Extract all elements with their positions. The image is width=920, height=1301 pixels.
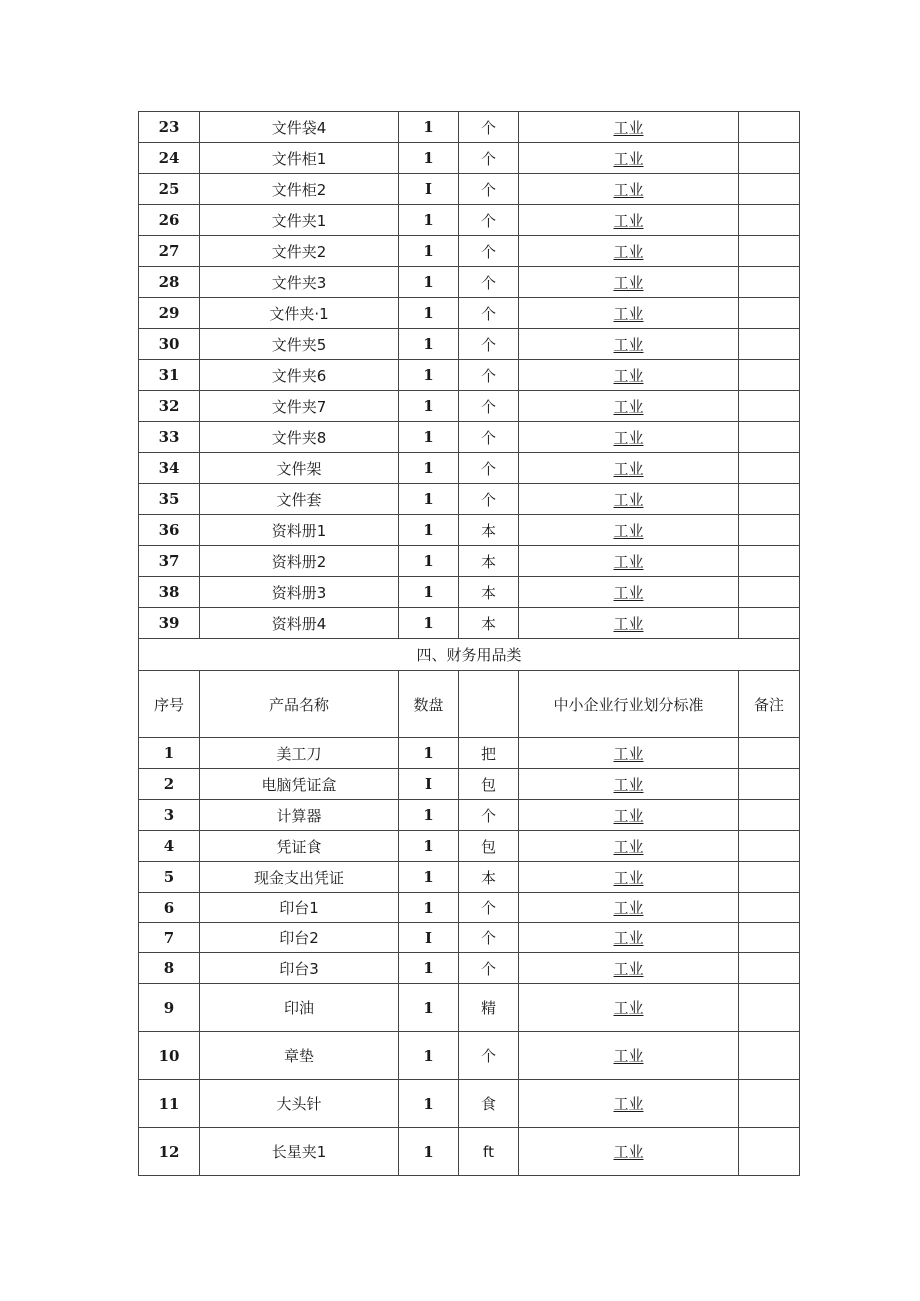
quantity: 1 <box>399 112 459 143</box>
quantity: I <box>399 923 459 953</box>
remark <box>739 984 800 1032</box>
remark <box>739 1080 800 1128</box>
product-name: 文件夹7 <box>200 391 399 422</box>
row-number: 28 <box>139 267 200 298</box>
row-number: 9 <box>139 984 200 1032</box>
row-number: 26 <box>139 205 200 236</box>
quantity: 1 <box>399 1032 459 1080</box>
product-name: 大头针 <box>200 1080 399 1128</box>
quantity: I <box>399 769 459 800</box>
row-number: 38 <box>139 577 200 608</box>
product-name: 文件夹1 <box>200 205 399 236</box>
industry-standard-text: 工业 <box>613 397 644 416</box>
unit: 本 <box>459 577 519 608</box>
industry-standard-text: 工业 <box>613 118 644 137</box>
industry-standard-text: 工业 <box>613 929 644 947</box>
industry-standard <box>519 422 739 453</box>
product-name: 资料册3 <box>200 577 399 608</box>
row-number: 37 <box>139 546 200 577</box>
industry-standard-text: 工业 <box>613 180 644 199</box>
header-number: 序号 <box>139 671 200 738</box>
industry-standard <box>519 236 739 267</box>
unit: 个 <box>459 453 519 484</box>
quantity: 1 <box>399 329 459 360</box>
quantity: 1 <box>399 831 459 862</box>
remark <box>739 953 800 984</box>
industry-standard <box>519 577 739 608</box>
unit: 个 <box>459 143 519 174</box>
quantity: 1 <box>399 984 459 1032</box>
industry-standard <box>519 862 739 893</box>
quantity: 1 <box>399 298 459 329</box>
table-row <box>139 484 800 515</box>
industry-standard-text: 工业 <box>613 899 644 917</box>
remark <box>739 453 800 484</box>
product-name: 文件夹5 <box>200 329 399 360</box>
remark <box>739 577 800 608</box>
table-row <box>139 515 800 546</box>
row-number: 6 <box>139 893 200 923</box>
table-row <box>139 329 800 360</box>
industry-standard-text: 工业 <box>613 428 644 447</box>
industry-standard-text: 工业 <box>613 614 644 633</box>
unit: 个 <box>459 800 519 831</box>
table-row <box>139 1128 800 1176</box>
table-row <box>139 267 800 298</box>
row-number: 29 <box>139 298 200 329</box>
remark <box>739 174 800 205</box>
industry-standard-text: 工业 <box>613 1047 644 1065</box>
remark <box>739 143 800 174</box>
remark <box>739 546 800 577</box>
table-row <box>139 546 800 577</box>
product-name: 文件夹8 <box>200 422 399 453</box>
quantity: 1 <box>399 577 459 608</box>
unit: 个 <box>459 391 519 422</box>
remark <box>739 608 800 639</box>
unit: 包 <box>459 831 519 862</box>
industry-standard <box>519 953 739 984</box>
industry-standard <box>519 608 739 639</box>
row-number: 3 <box>139 800 200 831</box>
header-industry-standard: 中小企业行业划分标准 <box>519 671 739 738</box>
product-name: 电脑凭证盒 <box>200 769 399 800</box>
remark <box>739 422 800 453</box>
industry-standard-text: 工业 <box>613 366 644 385</box>
unit: 个 <box>459 329 519 360</box>
table-row <box>139 453 800 484</box>
industry-standard-text: 工业 <box>613 242 644 261</box>
industry-standard <box>519 453 739 484</box>
product-name: 印台3 <box>200 953 399 984</box>
industry-standard <box>519 1032 739 1080</box>
row-number: 30 <box>139 329 200 360</box>
industry-standard-text: 工业 <box>613 335 644 354</box>
table-row <box>139 923 800 953</box>
row-number: 4 <box>139 831 200 862</box>
unit: 个 <box>459 923 519 953</box>
product-name: 美工刀 <box>200 738 399 769</box>
quantity: 1 <box>399 800 459 831</box>
quantity: I <box>399 174 459 205</box>
industry-standard <box>519 174 739 205</box>
table-row <box>139 112 800 143</box>
industry-standard-text: 工业 <box>613 149 644 168</box>
table-row <box>139 831 800 862</box>
quantity: 1 <box>399 738 459 769</box>
product-name: 文件套 <box>200 484 399 515</box>
remark <box>739 267 800 298</box>
industry-standard <box>519 391 739 422</box>
product-name: 资料册2 <box>200 546 399 577</box>
product-name: 文件夹·1 <box>200 298 399 329</box>
unit: ft <box>459 1128 519 1176</box>
table-row <box>139 769 800 800</box>
product-name: 印台1 <box>200 893 399 923</box>
quantity: 1 <box>399 862 459 893</box>
quantity: 1 <box>399 893 459 923</box>
table-row <box>139 953 800 984</box>
table-row <box>139 236 800 267</box>
product-name: 文件柜2 <box>200 174 399 205</box>
product-name: 现金支出凭证 <box>200 862 399 893</box>
header-product-name: 产品名称 <box>200 671 399 738</box>
quantity: 1 <box>399 267 459 298</box>
product-name: 资料册1 <box>200 515 399 546</box>
row-number: 10 <box>139 1032 200 1080</box>
table-row <box>139 1080 800 1128</box>
row-number: 31 <box>139 360 200 391</box>
row-number: 2 <box>139 769 200 800</box>
row-number: 23 <box>139 112 200 143</box>
industry-standard-text: 工业 <box>613 806 644 825</box>
unit: 精 <box>459 984 519 1032</box>
unit: 个 <box>459 236 519 267</box>
table-row <box>139 984 800 1032</box>
remark <box>739 205 800 236</box>
remark <box>739 831 800 862</box>
industry-standard <box>519 515 739 546</box>
header-row <box>139 671 800 738</box>
table-row <box>139 391 800 422</box>
section-title-row <box>139 639 800 671</box>
quantity: 1 <box>399 546 459 577</box>
table-row <box>139 360 800 391</box>
unit: 包 <box>459 769 519 800</box>
remark <box>739 923 800 953</box>
product-name: 文件夹3 <box>200 267 399 298</box>
unit: 本 <box>459 608 519 639</box>
table-row <box>139 298 800 329</box>
row-number: 7 <box>139 923 200 953</box>
unit: 把 <box>459 738 519 769</box>
product-table-body <box>139 112 800 1176</box>
table-row <box>139 1032 800 1080</box>
product-name: 章垫 <box>200 1032 399 1080</box>
industry-standard-text: 工业 <box>613 583 644 602</box>
section-title: 四、财务用品类 <box>139 639 800 671</box>
table-row <box>139 205 800 236</box>
quantity: 1 <box>399 608 459 639</box>
industry-standard-text: 工业 <box>613 521 644 540</box>
remark <box>739 484 800 515</box>
quantity: 1 <box>399 515 459 546</box>
header-remark: 备注 <box>739 671 800 738</box>
industry-standard <box>519 267 739 298</box>
remark <box>739 769 800 800</box>
quantity: 1 <box>399 1128 459 1176</box>
industry-standard-text: 工业 <box>613 459 644 478</box>
row-number: 27 <box>139 236 200 267</box>
remark <box>739 112 800 143</box>
industry-standard <box>519 1128 739 1176</box>
row-number: 32 <box>139 391 200 422</box>
industry-standard <box>519 831 739 862</box>
unit: 本 <box>459 546 519 577</box>
product-name: 文件夹6 <box>200 360 399 391</box>
row-number: 25 <box>139 174 200 205</box>
industry-standard-text: 工业 <box>613 1095 644 1113</box>
quantity: 1 <box>399 453 459 484</box>
industry-standard <box>519 329 739 360</box>
unit: 个 <box>459 298 519 329</box>
industry-standard-text: 工业 <box>613 490 644 509</box>
product-name: 资料册4 <box>200 608 399 639</box>
industry-standard <box>519 1080 739 1128</box>
product-name: 文件夹2 <box>200 236 399 267</box>
quantity: 1 <box>399 391 459 422</box>
unit: 个 <box>459 953 519 984</box>
remark <box>739 862 800 893</box>
unit: 个 <box>459 112 519 143</box>
industry-standard-text: 工业 <box>613 999 644 1017</box>
unit: 个 <box>459 422 519 453</box>
header-quantity: 数盘 <box>399 671 459 738</box>
quantity: 1 <box>399 360 459 391</box>
table-row <box>139 577 800 608</box>
remark <box>739 893 800 923</box>
industry-standard-text: 工业 <box>613 211 644 230</box>
industry-standard-text: 工业 <box>613 1143 644 1161</box>
quantity: 1 <box>399 953 459 984</box>
remark <box>739 1032 800 1080</box>
industry-standard-text: 工业 <box>613 304 644 323</box>
industry-standard <box>519 112 739 143</box>
unit: 个 <box>459 174 519 205</box>
quantity: 1 <box>399 236 459 267</box>
unit: 个 <box>459 267 519 298</box>
remark <box>739 391 800 422</box>
row-number: 34 <box>139 453 200 484</box>
table-row <box>139 608 800 639</box>
industry-standard <box>519 923 739 953</box>
industry-standard <box>519 205 739 236</box>
industry-standard <box>519 484 739 515</box>
product-name: 文件架 <box>200 453 399 484</box>
industry-standard <box>519 546 739 577</box>
industry-standard <box>519 298 739 329</box>
row-number: 5 <box>139 862 200 893</box>
unit: 个 <box>459 893 519 923</box>
industry-standard <box>519 738 739 769</box>
row-number: 33 <box>139 422 200 453</box>
industry-standard <box>519 984 739 1032</box>
product-name: 计算器 <box>200 800 399 831</box>
header-unit <box>459 671 519 738</box>
quantity: 1 <box>399 205 459 236</box>
product-name: 文件袋4 <box>200 112 399 143</box>
industry-standard <box>519 769 739 800</box>
quantity: 1 <box>399 143 459 174</box>
unit: 个 <box>459 484 519 515</box>
remark <box>739 800 800 831</box>
product-name: 印台2 <box>200 923 399 953</box>
unit: 个 <box>459 205 519 236</box>
product-table <box>138 111 800 1176</box>
row-number: 11 <box>139 1080 200 1128</box>
unit: 食 <box>459 1080 519 1128</box>
product-name: 文件柜1 <box>200 143 399 174</box>
remark <box>739 515 800 546</box>
unit: 个 <box>459 1032 519 1080</box>
industry-standard-text: 工业 <box>613 837 644 856</box>
remark <box>739 236 800 267</box>
industry-standard <box>519 800 739 831</box>
table-row <box>139 174 800 205</box>
table-row <box>139 143 800 174</box>
industry-standard <box>519 360 739 391</box>
unit: 个 <box>459 360 519 391</box>
industry-standard-text: 工业 <box>613 744 644 763</box>
remark <box>739 298 800 329</box>
quantity: 1 <box>399 1080 459 1128</box>
remark <box>739 738 800 769</box>
row-number: 39 <box>139 608 200 639</box>
quantity: 1 <box>399 484 459 515</box>
row-number: 1 <box>139 738 200 769</box>
remark <box>739 329 800 360</box>
table-row <box>139 800 800 831</box>
row-number: 35 <box>139 484 200 515</box>
industry-standard-text: 工业 <box>613 775 644 794</box>
table-row <box>139 893 800 923</box>
quantity: 1 <box>399 422 459 453</box>
industry-standard-text: 工业 <box>613 868 644 887</box>
table-row <box>139 422 800 453</box>
industry-standard <box>519 893 739 923</box>
unit: 本 <box>459 515 519 546</box>
row-number: 12 <box>139 1128 200 1176</box>
unit: 本 <box>459 862 519 893</box>
industry-standard-text: 工业 <box>613 552 644 571</box>
table-row <box>139 738 800 769</box>
product-name: 印油 <box>200 984 399 1032</box>
remark <box>739 1128 800 1176</box>
row-number: 8 <box>139 953 200 984</box>
remark <box>739 360 800 391</box>
industry-standard-text: 工业 <box>613 273 644 292</box>
product-name: 凭证食 <box>200 831 399 862</box>
product-name: 长星夹1 <box>200 1128 399 1176</box>
industry-standard-text: 工业 <box>613 959 644 978</box>
row-number: 36 <box>139 515 200 546</box>
row-number: 24 <box>139 143 200 174</box>
industry-standard <box>519 143 739 174</box>
table-row <box>139 862 800 893</box>
